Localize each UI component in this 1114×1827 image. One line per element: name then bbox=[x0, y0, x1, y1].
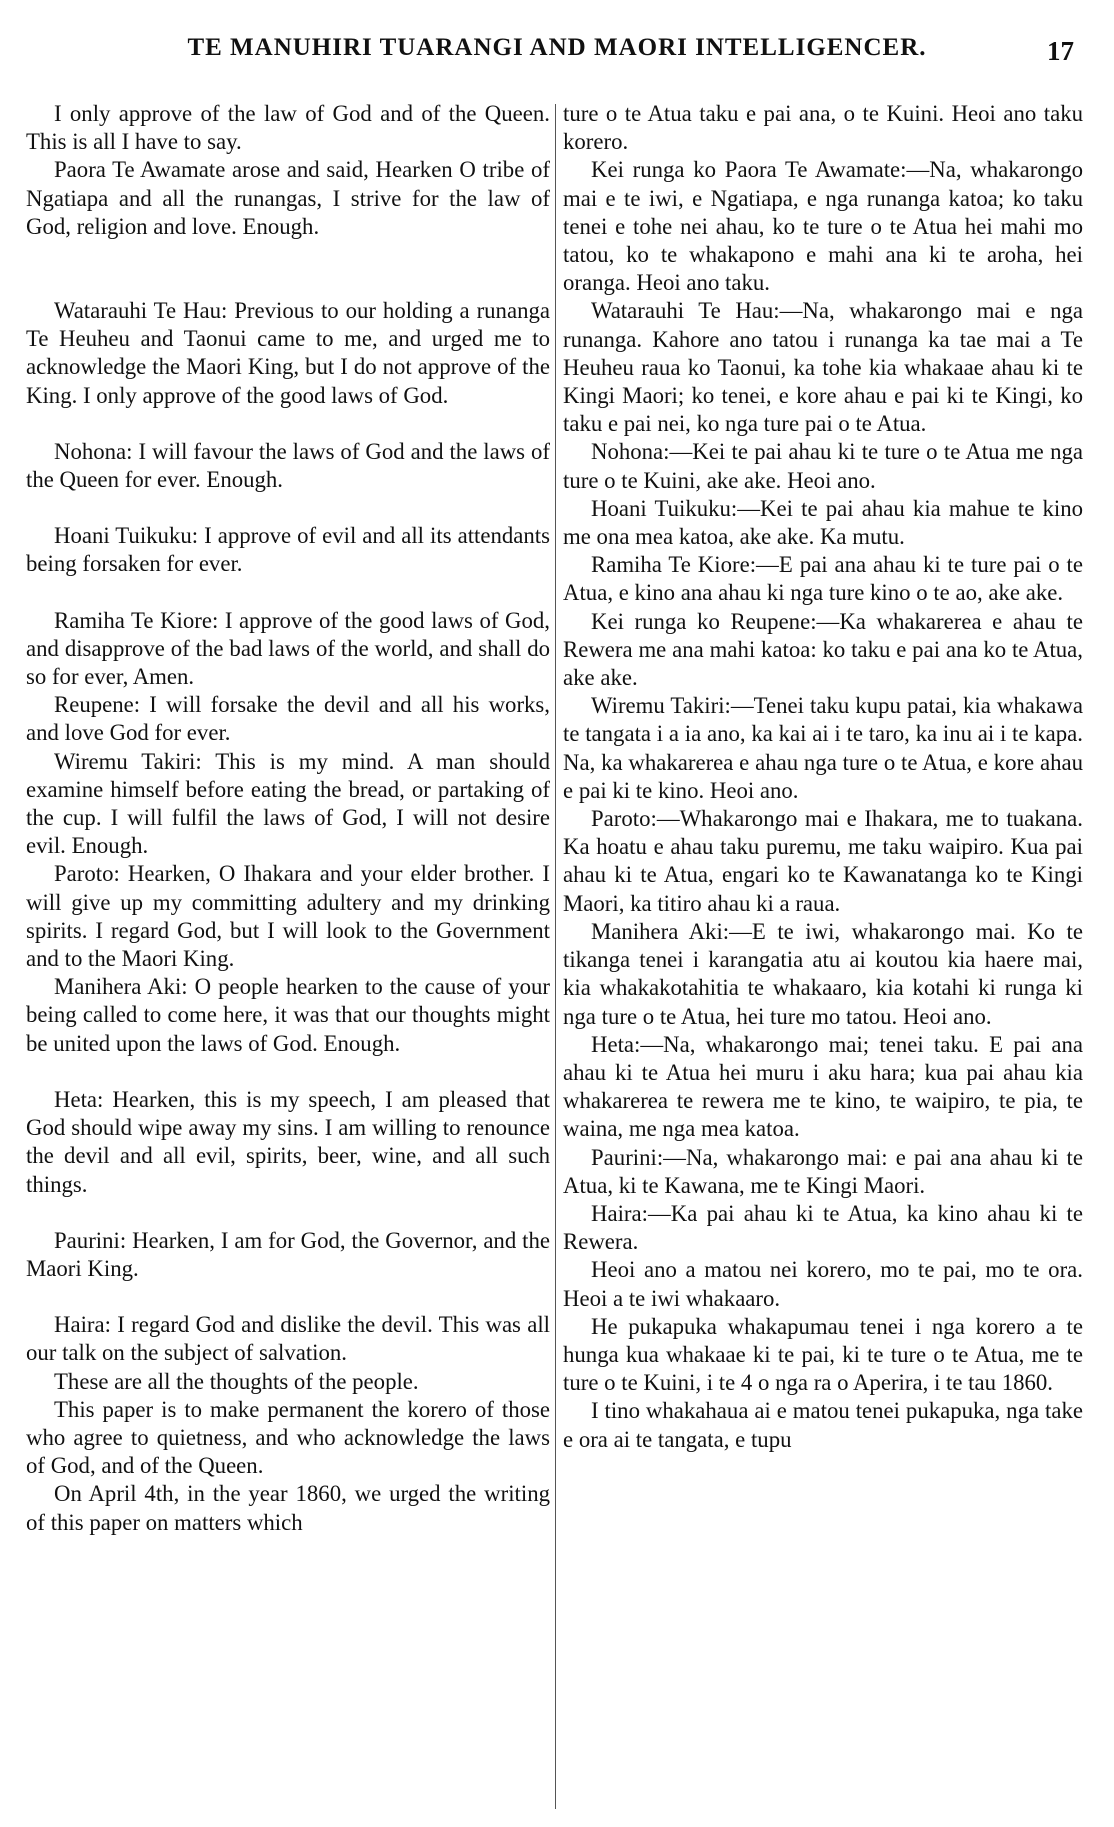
english-paragraph: On April 4th, in the year 1860, we urged the writing of this paper on matters which bbox=[26, 1481, 550, 1535]
maori-paragraph: Paroto:—Whakarongo mai e Ihakara, me to tuakana. Ka hoatu e ahau taku puremu, me taku waipiro. Kua pai ahau ki te Atua, engari ko te Kawanatanga ko te Kingi Maori, ka titiro ahau ki a raua. bbox=[563, 806, 1083, 916]
maori-paragraph: Heoi ano a matou nei korero, mo te pai, mo te ora. Heoi a te iwi whakaaro. bbox=[563, 1257, 1083, 1311]
maori-paragraph: Nohona:—Kei te pai ahau ki te ture o te Atua me nga ture o te Kuini, ake ake. Heoi ano. bbox=[563, 439, 1083, 493]
maori-paragraph: Hoani Tuikuku:—Kei te pai ahau kia mahue te kino me ona mea katoa, ake ake. Ka mutu. bbox=[563, 495, 1083, 550]
english-paragraph: Hoani Tuikuku: I approve of evil and all its attendants being forsaken for ever. bbox=[26, 523, 550, 577]
english-paragraph: Reupene: I will forsake the devil and all his works, and love God for ever. bbox=[26, 692, 550, 746]
english-paragraph: Paurini: Hearken, I am for God, the Governor, and the Maori King. bbox=[26, 1227, 550, 1281]
maori-paragraph: ture o te Atua taku e pai ana, o te Kuini. Heoi ano taku korero. bbox=[563, 101, 1083, 155]
column-divider bbox=[555, 104, 556, 1809]
english-paragraph: Manihera Aki: O people hearken to the cause of your being called to come here, it was that our thoughts might be united upon the laws of God. Enough. bbox=[26, 974, 550, 1056]
english-paragraph: Paora Te Awamate arose and said, Hearken O tribe of Ngatiapa and all the runangas, I strive for the law of God, religion and love. Enough. bbox=[26, 157, 550, 239]
maori-paragraph: Kei runga ko Reupene:—Ka whakarerea e ahau te Rewera me ana mahi katoa: ko taku e pai ana ko te Atua, ake ake. bbox=[563, 608, 1083, 691]
maori-paragraph: Kei runga ko Paora Te Awamate:—Na, whakarongo mai e te iwi, e Ngatiapa, e nga runanga katoa; ko taku tenei e tohe nei ahau, ko te ture o te Atua hei mahi mo tatou, ko te whakapono e mahi ana ki te aroha, hei oranga. Heoi ano taku. bbox=[563, 157, 1083, 296]
english-paragraph: Watarauhi Te Hau: Previous to our holding a runanga Te Heuheu and Taonui came to me, and urged me to acknowledge the Maori King, but I do not approve of the King. I only approve of the good laws of God. bbox=[26, 298, 550, 408]
maori-paragraph: Heta:—Na, whakarongo mai; tenei taku. E pai ana ahau ki te Atua hei muru i aku hara; kua pai ahau kia whakarerea te rewera me te kino, te waipiro, te pia, te waina, me nga mea katoa. bbox=[563, 1031, 1083, 1142]
english-paragraph: Heta: Hearken, this is my speech, I am pleased that God should wipe away my sins. I am willing to renounce the devil and all evil, spirits, beer, wine, and all such things. bbox=[26, 1086, 550, 1197]
newspaper-title: TE MANUHIRI TUARANGI AND MAORI INTELLIGENCER. bbox=[187, 34, 927, 61]
maori-paragraph: He pukapuka whakapumau tenei i nga korero a te hunga kua whakaae ki te pai, ki te ture o te Atua, me te ture o te Kuini, i te 4 o nga ra o Aperira, i te tau 1860. bbox=[563, 1313, 1083, 1396]
maori-paragraph: Wiremu Takiri:—Tenei taku kupu patai, kia whakawa te tangata i a ia ano, ka kai ai i te taro, ka inu ai i te kapa. Na, ka whakarerea e ahau nga ture o te Atua, e kore ahau e pai ki te kino. Heoi ano. bbox=[563, 693, 1083, 803]
english-paragraph: I only approve of the law of God and of the Queen. This is all I have to say. bbox=[26, 101, 550, 155]
maori-paragraph: Haira:—Ka pai ahau ki te Atua, ka kino ahau ki te Rewera. bbox=[563, 1200, 1083, 1255]
page-header bbox=[0, 34, 1114, 74]
english-paragraph: Ramiha Te Kiore: I approve of the good laws of God, and disapprove of the bad laws of the world, and shall do so for ever, Amen. bbox=[26, 607, 550, 690]
maori-paragraph: Ramiha Te Kiore:—E pai ana ahau ki te ture pai o te Atua, e kino ana ahau ki nga ture kino o te ao, ake ake. bbox=[563, 552, 1083, 606]
english-paragraph: Haira: I regard God and dislike the devil. This was all our talk on the subject of salvation. bbox=[26, 1312, 550, 1366]
maori-paragraph: I tino whakahaua ai e matou tenei pukapuka, nga take e ora ai te tangata, e tupu bbox=[563, 1398, 1083, 1452]
page-number: 17 bbox=[1047, 36, 1074, 66]
english-paragraph: This paper is to make permanent the korero of those who agree to quietness, and who acknowledge the laws of God, and of the Queen. bbox=[26, 1396, 550, 1479]
english-column bbox=[26, 100, 550, 1537]
maori-column bbox=[563, 100, 1083, 1454]
english-paragraph: These are all the thoughts of the people. bbox=[54, 1368, 419, 1394]
maori-paragraph: Paurini:—Na, whakarongo mai: e pai ana ahau ki te Atua, ki te Kawana, me te Kingi Maori. bbox=[563, 1144, 1083, 1198]
maori-paragraph: Watarauhi Te Hau:—Na, whakarongo mai e nga runanga. Kahore ano tatou i runanga ka tae mai a Te Heuheu raua ko Taonui, ka tohe kia whakaae ahau ki te Kingi Maori; ko tenei, e kore ahau e pai ki te Kingi, ko taku e pai nei, ko nga ture pai o te Atua. bbox=[563, 298, 1083, 437]
maori-paragraph: Manihera Aki:—E te iwi, whakarongo mai. Ko te tikanga tenei i karangatia atu ai koutou kia haere mai, kia whakakotahitia te whakaaro, kia kotahi ki runga ki nga ture o te Atua, hei ture mo tatou. Heoi ano. bbox=[563, 918, 1083, 1029]
english-paragraph: Nohona: I will favour the laws of God and the laws of the Queen for ever. Enough. bbox=[26, 438, 550, 493]
english-paragraph: Wiremu Takiri: This is my mind. A man should examine himself before eating the bread, or partaking of the cup. I will fulfil the laws of God, I will not desire evil. Enough. bbox=[26, 748, 550, 859]
english-paragraph: Paroto: Hearken, O Ihakara and your elder brother. I will give up my committing adultery and my drinking spirits. I regard God, but I will look to the Government and to the Maori King. bbox=[26, 861, 550, 972]
